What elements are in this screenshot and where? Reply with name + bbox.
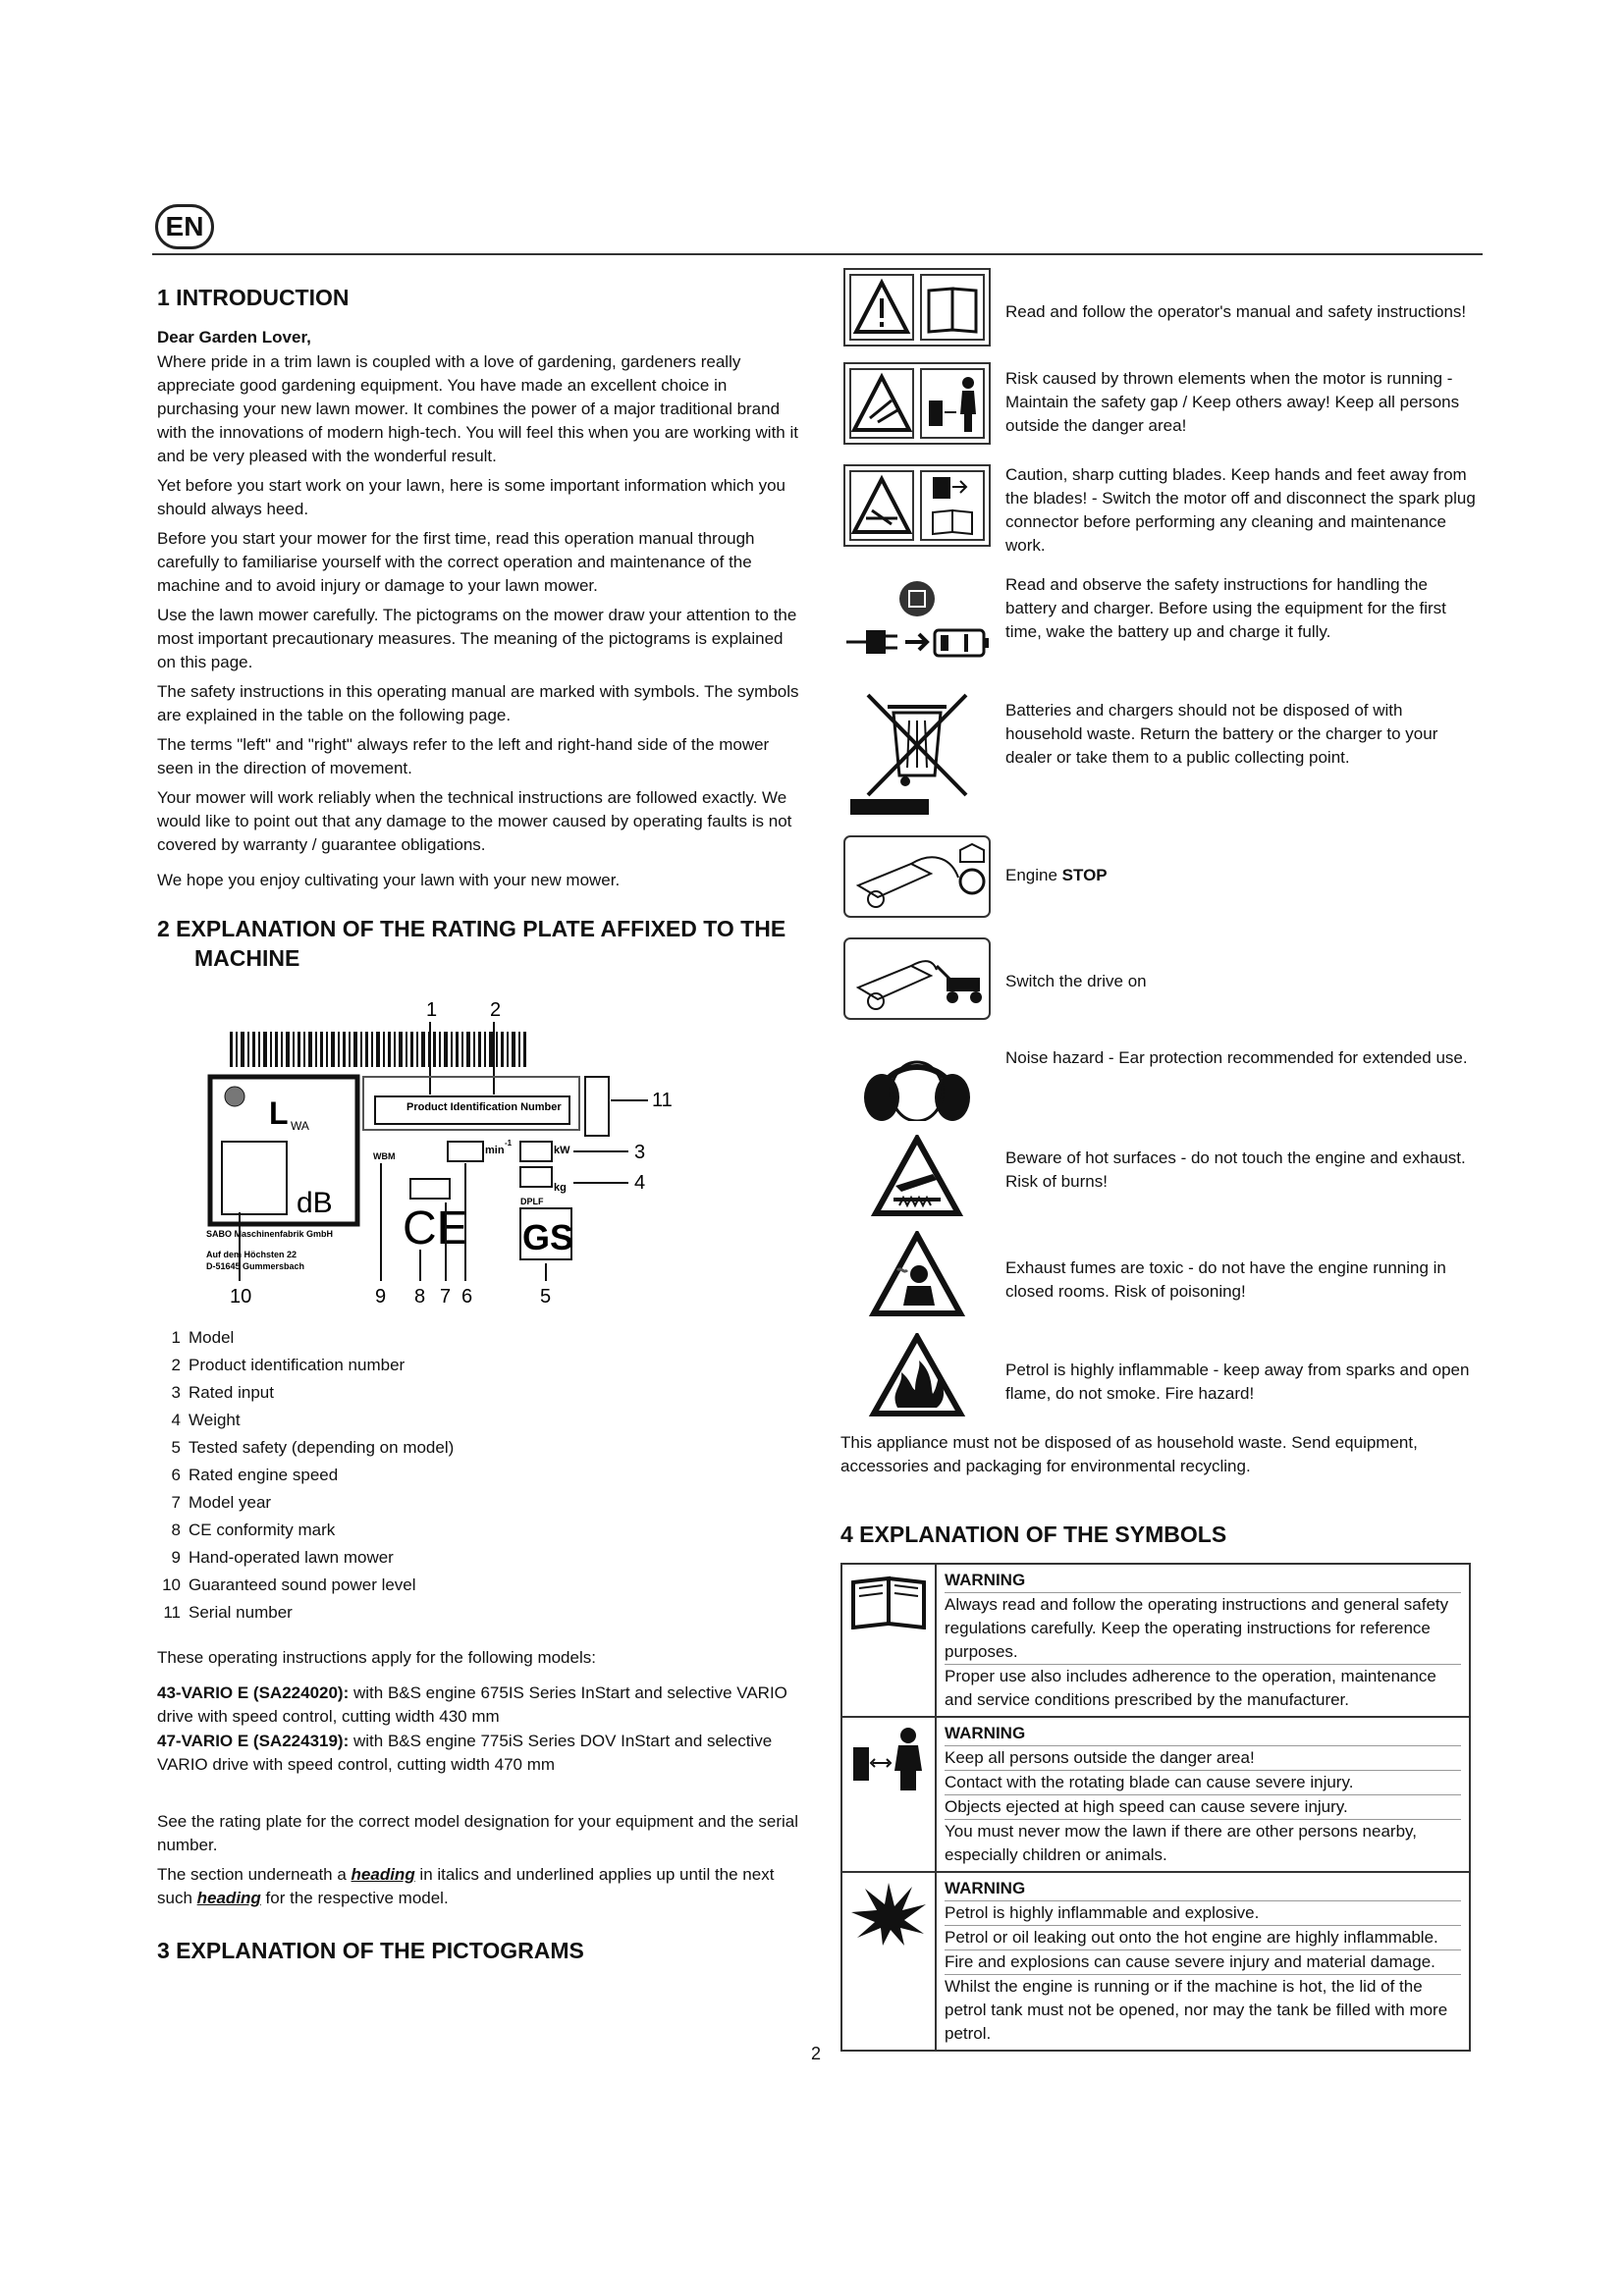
page-number: 2 [811, 2044, 822, 2063]
legend-item: 5 Tested safety (depending on model) [171, 1438, 455, 1457]
rating-plate-heading: 2 EXPLANATION OF THE RATING PLATE AFFIXED TO THE MACHINE [157, 916, 786, 971]
pictogram-row [840, 1231, 1481, 1325]
pictogram-text: Switch the drive on [1005, 972, 1147, 990]
maker-address: Auf dem Höchsten 22 [206, 1250, 298, 1259]
intro-heading: 1 INTRODUCTION [157, 285, 350, 310]
symbol-line: Fire and explosions can cause severe injury and material damage. [945, 1950, 1461, 1975]
engine-stop-icon [842, 834, 992, 919]
ear-protection-icon [842, 1042, 992, 1121]
rating-plate-diagram [181, 987, 691, 1310]
model-entry: 47-VARIO E (SA224319): with B&S engine 775iS Series DOV InStart and selective VARIO drive with speed control, cutting width 470 mm [157, 1732, 773, 1774]
symbol-line: You must never mow the lawn if there are other persons nearby, especially children or animals. [945, 1822, 1417, 1864]
toxic-fumes-icon [842, 1231, 992, 1317]
symbol-title: WARNING [945, 1877, 1461, 1901]
callout-3: 3 [634, 1142, 646, 1163]
pictogram-row [840, 361, 1481, 455]
legend-item: 10 Guaranteed sound power level [162, 1575, 416, 1594]
symbol-line: Petrol or oil leaking out onto the hot engine are highly inflammable. [945, 1926, 1461, 1950]
intro-paragraph: The terms "left" and "right" always refer to the left and right-hand side of the mower seen in the direction of movement. [157, 735, 770, 777]
ce-mark: CE [403, 1202, 468, 1255]
callout-5: 5 [540, 1286, 552, 1308]
pictogram-text: Caution, sharp cutting blades. Keep hands and feet away from the blades! - Switch the motor off and disconnect the spark plug connector before performing any cleaning and maintenance work. [1005, 465, 1476, 555]
pictogram-row [840, 936, 1481, 1035]
callout-8: 8 [414, 1286, 426, 1308]
callout-9: 9 [375, 1286, 387, 1308]
intro-paragraph: Before you start your mower for the first time, read this operation manual through carefully to familiarise yourself with the correct operation and maintenance of the machine and to avoid injury or damage to your lawn mower. [157, 529, 755, 595]
see-plate-note: See the rating plate for the correct model designation for your equipment and the serial number. [157, 1812, 798, 1854]
hot-surface-icon [842, 1135, 992, 1217]
symbol-row [841, 1717, 1470, 1872]
gs-mark: GS [522, 1217, 574, 1257]
callout-11: 11 [652, 1090, 673, 1111]
symbol-title: WARNING [945, 1569, 1461, 1593]
intro-paragraph: Where pride in a trim lawn is coupled with a love of gardening, gardeners really appreciate good gardening equipment. You have made an excellent choice in purchasing your new lawn mower. It combines the power of a major traditional brand with the innovations of modern high-tech. You will feel this when you are working with it and be very pleased with the wonderful result. [157, 352, 798, 465]
symbol-line: Always read and follow the operating instructions and general safety regulations carefully. Keep the operating instructions for reference purposes. [945, 1593, 1461, 1665]
pictogram-row [840, 834, 1481, 929]
intro-paragraph: The safety instructions in this operating manual are marked with symbols. The symbols are explained in the table on the following page. [157, 682, 799, 724]
pictogram-text: Read and observe the safety instructions for handling the battery and charger. Before using the equipment for the first time, wake the battery up and charge it fully. [1005, 575, 1446, 641]
model-entry: 43-VARIO E (SA224020): with B&S engine 675IS Series InStart and selective VARIO drive with speed control, cutting width 430 mm [157, 1683, 787, 1726]
kw-label: kW [554, 1145, 570, 1156]
intro-paragraph: Use the lawn mower carefully. The pictograms on the mower draw your attention to the most important precautionary measures. The meaning of the pictograms is explained on this page. [157, 606, 797, 671]
barcode [230, 1032, 526, 1067]
kg-label: kg [554, 1182, 567, 1194]
header-rule [152, 253, 1483, 255]
fire-hazard-icon [842, 1333, 992, 1417]
pictogram-text: Noise hazard - Ear protection recommended for extended use. [1005, 1048, 1468, 1067]
pictogram-text: Beware of hot surfaces - do not touch the engine and exhaust. Risk of burns! [1005, 1148, 1466, 1191]
pictogram-text: Batteries and chargers should not be disposed of with household waste. Return the battery or the charger to your dealer or take them to a public collecting point. [1005, 701, 1438, 767]
symbol-line: Petrol is highly inflammable and explosive. [945, 1901, 1461, 1926]
left-column [157, 283, 805, 1965]
symbol-line: Objects ejected at high speed can cause severe injury. [945, 1795, 1461, 1820]
pictogram-row [840, 573, 1481, 681]
symbol-line: Keep all persons outside the danger area! [945, 1746, 1461, 1771]
pictogram-row [840, 1042, 1481, 1127]
thrown-objects-icon [842, 361, 992, 446]
intro-paragraph: Your mower will work reliably when the technical instructions are followed exactly. We would like to point out that any damage to the mower caused by operating faults is not covered by warranty / guarantee obligations. [157, 788, 792, 854]
legend-item: 6 Rated engine speed [171, 1466, 339, 1484]
drive-on-icon [842, 936, 992, 1021]
legend-item: 8 CE conformity mark [171, 1521, 336, 1539]
db-unit: dB [297, 1187, 333, 1219]
pictogram-text: Exhaust fumes are toxic - do not have the engine running in closed rooms. Risk of poisoning! [1005, 1258, 1446, 1301]
rating-plate-legend [157, 1324, 805, 1627]
pictograms-heading: 3 EXPLANATION OF THE PICTOGRAMS [157, 1938, 584, 1963]
maker-name: SABO Maschinenfabrik GmbH [206, 1229, 334, 1239]
pictogram-text: Read and follow the operator's manual and safety instructions! [1005, 302, 1467, 321]
pictogram-row [840, 267, 1481, 353]
callout-7: 7 [440, 1286, 452, 1308]
language-badge [155, 204, 214, 249]
applies-intro: These operating instructions apply for the following models: [157, 1648, 596, 1667]
manual-book-icon [847, 1571, 930, 1629]
callout-4: 4 [634, 1172, 646, 1194]
symbol-line: Proper use also includes adherence to the operation, maintenance and service conditions prescribed by the manufacturer. [945, 1667, 1436, 1709]
pictogram-text: Engine STOP [1005, 866, 1108, 884]
callout-6: 6 [461, 1286, 473, 1308]
battery-charge-icon [842, 573, 992, 671]
heading-note: The section underneath a heading in italics and underlined applies up until the next such heading for the respective model. [157, 1865, 775, 1907]
legend-item: 7 Model year [171, 1493, 272, 1512]
pictogram-row [840, 689, 1481, 827]
legend-item: 9 Hand-operated lawn mower [171, 1548, 394, 1567]
callout-10: 10 [230, 1286, 252, 1308]
pictogram-row [840, 463, 1481, 565]
legend-item: 11 Serial number [163, 1603, 293, 1622]
lwa-subscript: WA [291, 1119, 309, 1133]
disposal-note: This appliance must not be disposed of as household waste. Send equipment, accessories and packaging for environmental recycling. [840, 1433, 1418, 1475]
legend-item: 1 Model [171, 1328, 235, 1347]
wbm-label: WBM [373, 1151, 396, 1161]
pictogram-text: Petrol is highly inflammable - keep away from sparks and open flame, do not smoke. Fire hazard! [1005, 1361, 1470, 1403]
lwa-symbol: L [269, 1095, 289, 1131]
models-section [157, 1646, 805, 1910]
symbol-line: Whilst the engine is running or if the machine is hot, the lid of the petrol tank must not be opened, nor may the tank be filled with more petrol. [945, 1977, 1448, 2043]
warning-manual-icon [842, 267, 992, 347]
intro-paragraph: Yet before you start work on your lawn, here is some important information which you should always heed. [157, 476, 786, 518]
sharp-blades-icon [842, 463, 992, 548]
callout-1: 1 [426, 999, 438, 1021]
intro-paragraph: We hope you enjoy cultivating your lawn with your new mower. [157, 871, 621, 889]
symbol-row [841, 1564, 1470, 1717]
callout-2: 2 [490, 999, 502, 1021]
symbols-table [840, 1563, 1471, 2052]
language-label: EN [165, 211, 204, 241]
right-column [840, 267, 1481, 2052]
symbol-line: Contact with the rotating blade can cause severe injury. [945, 1771, 1461, 1795]
person-distance-icon [847, 1724, 930, 1792]
pictogram-row [840, 1333, 1481, 1423]
legend-item: 2 Product identification number [171, 1356, 406, 1374]
explosion-icon [847, 1879, 930, 1948]
symbols-heading: 4 EXPLANATION OF THE SYMBOLS [840, 1522, 1227, 1547]
min-label: min [485, 1145, 505, 1156]
weee-bin-icon [842, 689, 992, 817]
pictogram-text: Risk caused by thrown elements when the motor is running - Maintain the safety gap / Keep others away! Keep all persons outside the danger area! [1005, 369, 1460, 435]
greeting: Dear Garden Lover, [157, 328, 311, 347]
legend-item: 4 Weight [171, 1411, 241, 1429]
symbol-title: WARNING [945, 1722, 1461, 1746]
min-superscript: -1 [505, 1139, 513, 1148]
pid-label: Product Identification Number [406, 1101, 562, 1113]
symbol-row [841, 1872, 1470, 2051]
pictogram-row [840, 1135, 1481, 1223]
dplf-label: DPLF [520, 1197, 544, 1206]
legend-item: 3 Rated input [171, 1383, 274, 1402]
maker-city: D-51645 Gummersbach [206, 1261, 305, 1271]
rating-plate-svg [181, 987, 691, 1310]
